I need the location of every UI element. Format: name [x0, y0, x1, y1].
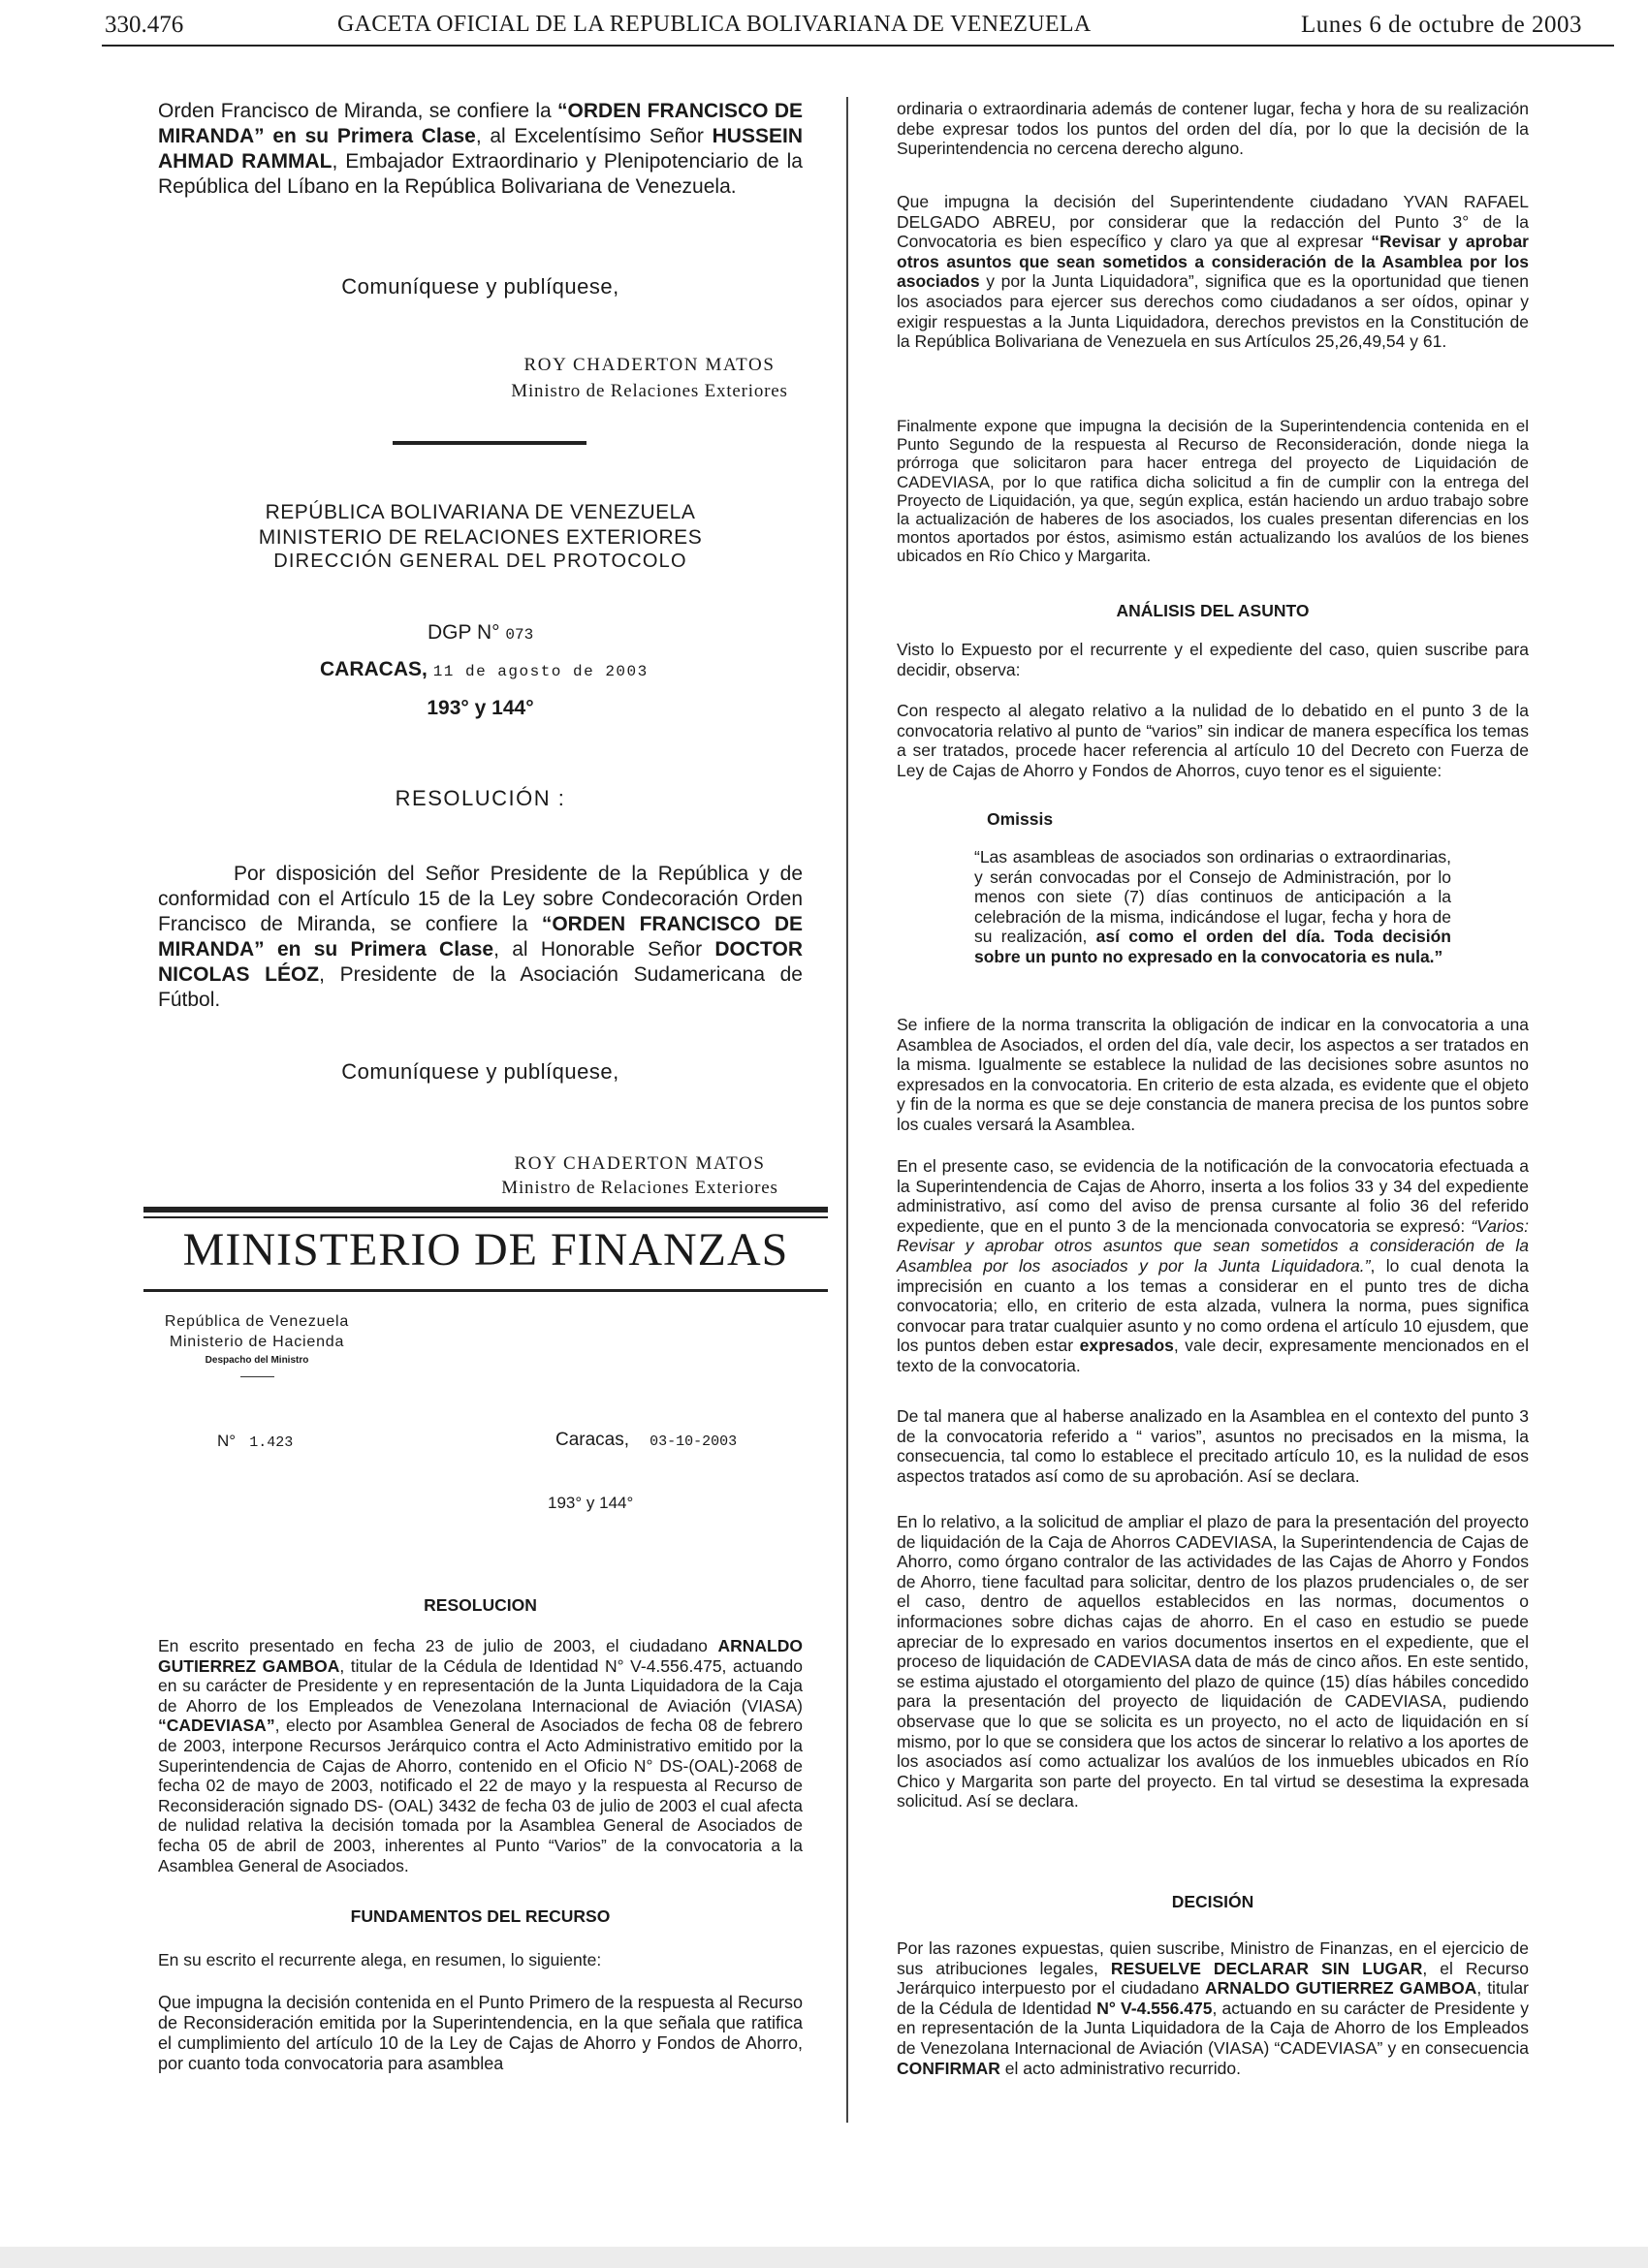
signature-2-name: ROY CHADERTON MATOS — [514, 1153, 766, 1174]
gov-line-2: MINISTERIO DE RELACIONES EXTERIORES — [258, 526, 703, 549]
omissis-label: Omissis — [987, 809, 1054, 829]
years-1: 193° y 144° — [427, 697, 534, 719]
publication-date: Lunes 6 de octubre de 2003 — [1300, 12, 1582, 38]
signature-2-title: Ministro de Relaciones Exteriores — [501, 1178, 778, 1198]
impugna-paragraph: Que impugna la decisión contenida en el Punto Primero de la respuesta al Recurso de Reconsideración emitida por la Superintendencia, en la que señala que ratifica el cumplimiento del artículo 10 de la Ley de Cajas de Ahorro y Fondos de Ahorro, por cuanto toda convocatoria para asamblea — [158, 1993, 803, 2073]
right-paragraph-3: Finalmente expone que impugna la decisión de la Superintendencia contenida en el Punto Segundo de la respuesta al Recurso de Reconsideración, donde niega la prórroga que solicitaron para hacer entrega del proyecto de Liquidación de CADEVIASA, por lo que ratifica dicha solicitud a fin de cumplir con la entrega del Proyecto de Liquidación, ya que, según explica, están haciendo un arduo trabajo sobre la actualización de haberes de los asociados, los cuales presentan diferencias en los montos aportados por éstos, asimismo están actualizando los avalúos de los bienes ubicados en Río Chico y Margarita. — [897, 417, 1529, 566]
publish-line-1: Comuníquese y publíquese, — [341, 274, 619, 299]
resolucion-heading-1: RESOLUCIÓN : — [395, 786, 566, 810]
hacienda-line-3: Despacho del Ministro — [205, 1355, 309, 1366]
resolution-paragraph: Por disposición del Señor Presidente de la República y de conformidad con el Artículo 15 de la Ley sobre Condecoración Orden Francisco de Miranda, se confiere la “ORDEN FRANCISCO DE MIRANDA” en su Primera Clase, al Honorable Señor DOCTOR NICOLAS LÉOZ, Presidente de la Asociación Sudamericana de Fútbol. — [158, 863, 804, 1011]
right-paragraph-7: En el presente caso, se evidencia de la notificación de la convocatoria efectuada a la Superintendencia de Cajas de Ahorro, inserta a los folios 33 y 34 del expediente administrativo, así como del aviso de prensa cursante al folio 36 del referido expediente, que en el punto 3 de la mencionada convocatoria se expresó: “Varios: Revisar y aprobar otros asuntos que sean sometidos a consideración de la Asamblea por los asociados y por la Junta Liquidadora.”, lo cual denota la imprecisión en cuanto a los temas a considerar en el punto tres de dicha convocatoria; ello, en criterio de esta alzada, vulnera la norma, pues significa convocar para tratar cualquier asunto y no como ordena el artículo 10 ejusdem, que los puntos deben estar expresados, vale decir, expresamente mencionados en el texto de la convocatoria. — [897, 1156, 1529, 1375]
years-2: 193° y 144° — [548, 1494, 634, 1512]
gov-line-1: REPÚBLICA BOLIVARIANA DE VENEZUELA — [265, 501, 696, 523]
publication-title: GACETA OFICIAL DE LA REPUBLICA BOLIVARIANA DE VENEZUELA — [337, 12, 1092, 37]
ministerio-rule-top — [143, 1207, 828, 1213]
right-paragraph-9: En lo relativo, a la solicitud de ampliar el plazo de para la presentación del proyecto de liquidación de la Caja de Ahorros CADEVIASA, la Superintendencia de Cajas de Ahorro, como órgano contralor de las actividades de las Cajas de Ahorro y Fondos de Ahorro, tiene facultad para solicitar, dentro de los plazos prudenciales o, de ser el caso, dentro de aquellos establecidos en las normas, documentos o informaciones sobre dichas cajas de ahorro. En el caso en estudio se puede apreciar de lo expresado en varios documentos insertos en el expediente, que el proceso de liquidación de CADEVIASA data de más de cinco años. En este sentido, se estima ajustado el otorgamiento del plazo de quince (15) días hábiles concedido para la presentación del proyecto de liquidación de CADEVIASA, pudiendo observase que lo que se solicita es un proyecto, no el acto de liquidación en sí mismo, por lo que se considera que los actos de sincerar lo relativo a los aportes de los asociados así como actualizar los avalúos de los inmuebles ubicados en Río Chico y Margarita son parte del proyecto. En tal virtud se desestima la expresada solicitud. Así se declara. — [897, 1512, 1529, 1811]
caracas-date-2: Caracas, 03-10-2003 — [555, 1430, 738, 1450]
ministerio-de-finanzas-heading: MINISTERIO DE FINANZAS — [182, 1224, 789, 1276]
section-divider — [393, 441, 586, 445]
decision-heading: DECISIÓN — [1171, 1892, 1254, 1911]
document-number: N° 1.423 — [217, 1432, 294, 1451]
right-paragraph-5: Con respecto al alegato relativo a la nulidad de lo debatido en el punto 3 de la convocatoria relativo al punto de “varios” sin indicar de manera específica los temas a ser tratados, procede hacer referencia al artículo 10 del Decreto con Fuerza de Ley de Cajas de Ahorro y Fondos de Ahorros, cuyo tenor es el siguiente: — [897, 701, 1529, 780]
hacienda-underline — [240, 1376, 274, 1377]
right-paragraph-4: Visto lo Expuesto por el recurrente y el expediente del caso, quien suscribe para decidir, observa: — [897, 640, 1529, 679]
column-separator — [846, 97, 848, 2123]
ministerio-rule-bottom — [143, 1289, 828, 1292]
dgp-number: DGP N° 073 — [428, 621, 534, 644]
decision-paragraph: Por las razones expuestas, quien suscribe, Ministro de Finanzas, en el ejercicio de sus atribuciones legales, RESUELVE DECLARAR SIN LUGAR, el Recurso Jerárquico interpuesto por el ciudadano ARNALDO GUTIERREZ GAMBOA, titular de la Cédula de Identidad N° V-4.556.475, actuando en su carácter de Presidente y en representación de la Junta Liquidadora de la Caja de Ahorro de los Empleados de Venezolana Internacional de Aviación (VIASA) “CADEVIASA” y en consecuencia CONFIRMAR el acto administrativo recurrido. — [897, 1938, 1530, 2078]
escrito-paragraph: En escrito presentado en fecha 23 de julio de 2003, el ciudadano ARNALDO GUTIERREZ GAMBOA, titular de la Cédula de Identidad N° V-4.556.475, actuando en su carácter de Presidente y en representación de la Junta Liquidadora de la Caja de Ahorro de los Empleados de Venezolana Internacional de Aviación (VIASA) “CADEVIASA”, electo por Asamblea General de Asociados de fecha 08 de febrero de 2003, interpone Recursos Jerárquico contra el Acto Administrativo emitido por la Superintendencia de Cajas de Ahorro, contenido en el Oficio N° DS-(OAL)-2068 de fecha 02 de mayo de 2003, notificado el 22 de mayo y la respuesta al Recurso de Reconsideración signado DS- (OAL) 3432 de fecha 03 de julio de 2003 el cual afecta de nulidad relativa la decisión tomada por la Asamblea General de Asociados de fecha 05 de abril de 2003, inherentes al Punto “Varios” de la convocatoria a la Asamblea General de Asociados. — [158, 1636, 803, 1875]
gov-line-3: DIRECCIÓN GENERAL DEL PROTOCOLO — [273, 551, 687, 572]
hacienda-line-1: República de Venezuela — [164, 1313, 350, 1330]
right-paragraph-1: ordinaria o extraordinaria además de contener lugar, fecha y hora de su realización debe expresar todos los puntos del orden del día, por lo que la decisión de la Superintendencia no cercena derecho alguno. — [897, 99, 1529, 159]
scan-bottom-edge — [0, 2247, 1648, 2268]
publish-line-2: Comuníquese y publíquese, — [341, 1059, 619, 1084]
right-paragraph-6: Se infiere de la norma transcrita la obligación de indicar en la convocatoria a una Asamblea de Asociados, el orden del día, vale decir, los aspectos a ser tratados en la misma. Igualmente se establece la nulidad de las decisiones sobre asuntos no expresados en la convocatoria. En criterio de esta alzada, es evidente que el objeto y fin de la norma es que se deje constancia de manera precisa de los puntos sobre los cuales versará la Asamblea. — [897, 1015, 1529, 1134]
signature-1-title: Ministro de Relaciones Exteriores — [511, 381, 788, 401]
caracas-date-1: CARACAS, 11 de agosto de 2003 — [320, 658, 649, 680]
ministerio-rule-top-thin — [143, 1216, 828, 1218]
signature-1-name: ROY CHADERTON MATOS — [523, 355, 776, 375]
fundamentos-heading: FUNDAMENTOS DEL RECURSO — [350, 1906, 611, 1926]
analisis-heading: ANÁLISIS DEL ASUNTO — [1116, 601, 1310, 620]
right-paragraph-8: De tal manera que al haberse analizado en la Asamblea en el contexto del punto 3 de la convocatoria referido a “ varios”, asuntos no precisados en la misma, la consecuencia, tal como lo establece el precitado artículo 10, es la nulidad de esos aspectos tratados así como de su aprobación. Así se declara. — [897, 1406, 1529, 1486]
page-number: 330.476 — [105, 12, 184, 38]
right-paragraph-2: Que impugna la decisión del Superintendente ciudadano YVAN RAFAEL DELGADO ABREU, por considerar que la redacción del Punto 3° de la Convocatoria es bien específico y claro ya que al expresar “Revisar y aprobar otros asuntos que sean sometidos a consideración de la Asamblea por los asociados y por la Junta Liquidadora”, significa que es la oportunidad que tienen los asociados para ejercer sus derechos como ciudadanos a ser oídos, opinar y exigir respuestas a la Junta Liquidadora, derechos previstos en la Constitución de la República Bolivariana de Venezuela en sus Artículos 25,26,49,54 y 61. — [897, 192, 1529, 352]
intro-paragraph: Orden Francisco de Miranda, se confiere la “ORDEN FRANCISCO DE MIRANDA” en su Primera Clase, al Excelentísimo Señor HUSSEIN AHMAD RAMMAL, Embajador Extraordinario y Plenipotenciario de la República del Líbano en la República Bolivariana de Venezuela. — [158, 100, 803, 198]
alega-line: En su escrito el recurrente alega, en resumen, lo siguiente: — [158, 1950, 602, 1969]
resolucion-heading-2: RESOLUCION — [424, 1595, 537, 1615]
quoted-article: “Las asambleas de asociados son ordinarias o extraordinarias, y serán convocadas por el Consejo de Administración, por lo menos con siete (7) días continuos de anticipación a la celebración de la misma, indicándose el lugar, fecha y hora de su realización, así como el orden del día. Toda decisión sobre un punto no expresado en la convocatoria es nula.” — [974, 847, 1451, 966]
hacienda-line-2: Ministerio de Hacienda — [169, 1334, 345, 1350]
header-rule — [102, 45, 1614, 47]
